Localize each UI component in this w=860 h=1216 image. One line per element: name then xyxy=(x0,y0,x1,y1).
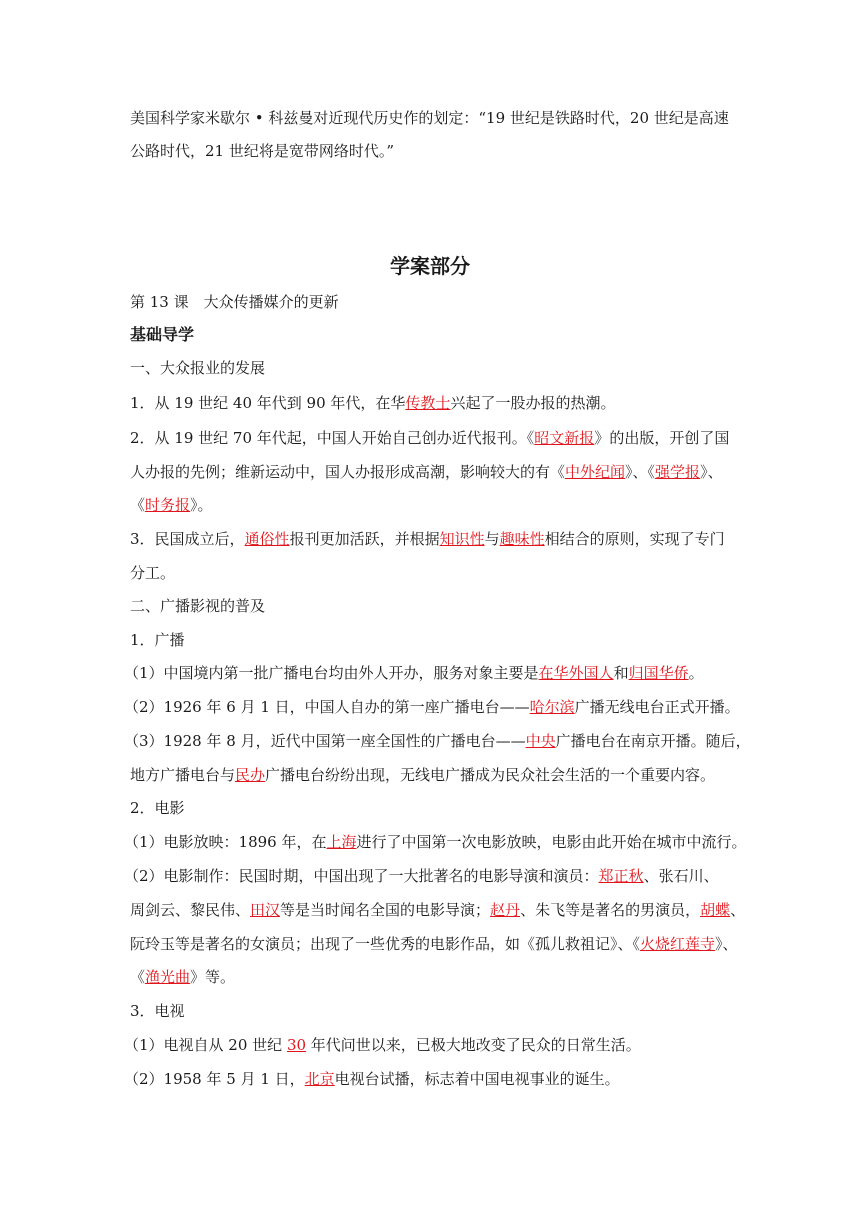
radio-item-3-line1: （3）1928 年 8 月，近代中国第一座全国性的广播电台——中央广播电台在南京开播。随后， xyxy=(124,732,751,750)
film-item-2-line3: 阮玲玉等是著名的女演员；出现了一些优秀的电影作品，如《孤儿救祖记》、《火烧红莲寺》、 xyxy=(130,935,738,953)
part1-p2-line1: 2．从 19 世纪 70 年代起，中国人开始自己创办近代报刊。《昭文新报》的出版，开创了国 xyxy=(130,429,730,447)
lesson-title: 第 13 课 大众传播媒介的更新 xyxy=(130,293,339,311)
radio-item-1: （1）中国境内第一批广播电台均由外人开办，服务对象主要是在华外国人和归国华侨。 xyxy=(124,664,704,682)
answer-blank: 渔光曲 xyxy=(145,968,191,986)
intro-line-1: 美国科学家米歇尔 • 科兹曼对近现代历史作的划定：“19 世纪是铁路时代，20 世纪是高速 xyxy=(130,109,729,127)
intro-line-2: 公路时代，21 世纪将是宽带网络时代。” xyxy=(130,142,395,160)
part1-p1: 1．从 19 世纪 40 年代到 90 年代，在华传教士兴起了一股办报的热潮。 xyxy=(130,394,616,412)
answer-blank: 时务报 xyxy=(145,496,191,514)
answer-blank: 中央 xyxy=(525,732,556,750)
tv-item-1: （1）电视自从 20 世纪 30 年代问世以来，已极大地改变了民众的日常生活。 xyxy=(124,1036,641,1054)
answer-blank: 昭文新报 xyxy=(534,429,595,447)
answer-blank: 田汉 xyxy=(250,901,281,919)
tv-item-2: （2）1958 年 5 月 1 日，北京电视台试播，标志着中国电视事业的诞生。 xyxy=(124,1070,620,1088)
answer-blank: 胡蝶 xyxy=(700,901,731,919)
part1-p3-line1: 3．民国成立后，通俗性报刊更加活跃，并根据知识性与趣味性相结合的原则，实现了专门 xyxy=(130,530,725,548)
film-item-2-line1: （2）电影制作：民国时期，中国出现了一大批著名的电影导演和演员：郑正秋、张石川、 xyxy=(124,867,719,885)
answer-blank: 中外纪闻 xyxy=(565,463,626,481)
answer-blank: 强学报 xyxy=(655,463,701,481)
part1-p2-line3: 《时务报》。 xyxy=(130,496,213,514)
film-item-1: （1）电影放映：1896 年，在上海进行了中国第一次电影放映，电影由此开始在城市中流行。 xyxy=(124,833,747,851)
answer-blank: 上海 xyxy=(326,833,357,851)
answer-blank: 30 xyxy=(286,1036,307,1054)
answer-blank: 郑正秋 xyxy=(598,867,644,885)
answer-blank: 在华外国人 xyxy=(538,664,614,682)
film-item-2-line4: 《渔光曲》等。 xyxy=(130,968,236,986)
part2-heading: 二、广播影视的普及 xyxy=(130,597,266,615)
answer-blank: 通俗性 xyxy=(244,530,290,548)
answer-blank: 哈尔滨 xyxy=(529,698,575,716)
answer-blank: 赵丹 xyxy=(490,901,521,919)
answer-blank: 火烧红莲寺 xyxy=(640,935,716,953)
film-heading: 2．电影 xyxy=(130,799,185,817)
answer-blank: 趣味性 xyxy=(499,530,545,548)
film-item-2-line2: 周剑云、黎民伟、田汉等是当时闻名全国的电影导演；赵丹、朱飞等是著名的男演员，胡蝶、 xyxy=(130,901,746,919)
page-title: 学案部分 xyxy=(390,254,470,278)
section-heading: 基础导学 xyxy=(130,325,195,344)
part1-p3-line2: 分工。 xyxy=(130,564,176,582)
part1-heading: 一、大众报业的发展 xyxy=(130,359,266,377)
part1-p2-line2: 人办报的先例；维新运动中，国人办报形成高潮，影响较大的有《中外纪闻》、《强学报》、 xyxy=(130,463,723,481)
radio-item-3-line2: 地方广播电台与民办广播电台纷纷出现，无线电广播成为民众社会生活的一个重要内容。 xyxy=(130,766,716,784)
answer-blank: 民办 xyxy=(235,766,266,784)
answer-blank: 北京 xyxy=(304,1070,335,1088)
answer-blank: 传教士 xyxy=(405,394,451,412)
answer-blank: 知识性 xyxy=(439,530,485,548)
radio-heading: 1．广播 xyxy=(130,631,185,649)
radio-item-2: （2）1926 年 6 月 1 日，中国人自办的第一座广播电台——哈尔滨广播无线电台正式开播。 xyxy=(124,698,740,716)
tv-heading: 3．电视 xyxy=(130,1002,185,1020)
answer-blank: 归国华侨 xyxy=(628,664,689,682)
